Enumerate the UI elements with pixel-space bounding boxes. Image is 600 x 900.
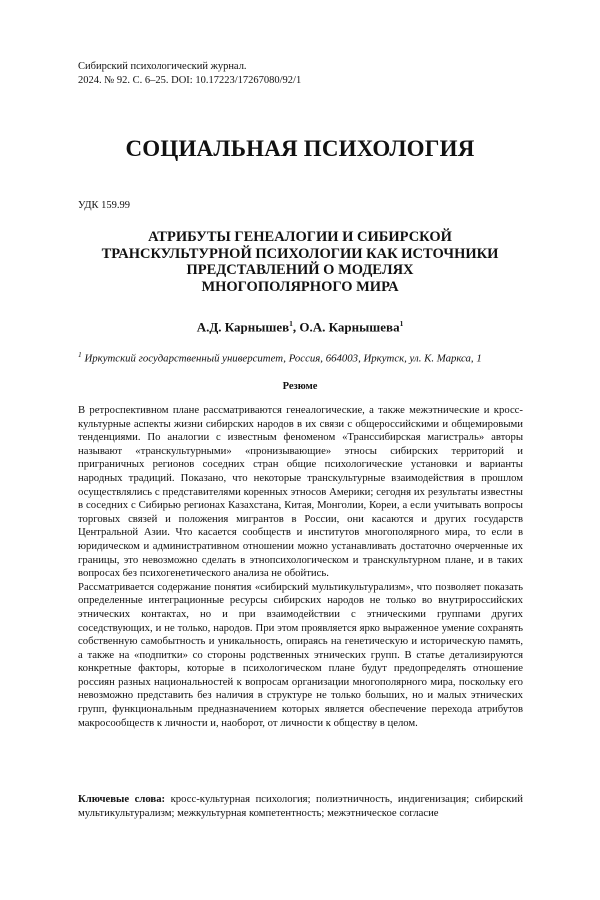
journal-name: Сибирский психологический журнал. xyxy=(78,61,247,72)
abstract-paragraph: В ретроспективном плане рассматриваются генеалогические, а также межэтнические и кросс-культурные аспекты жизни сибирских народов в их связи с общероссийскими и общемировыми тенденциями. По аналогии с известным феноменом «Транссибирская магистраль» авторы называют «транскультурными» «пронизывающие» этносы сибирских территорий и приграничных регионов соседних стран общие психологические установки и варианты народных традиций. Показано, что некоторые транскультурные взаимодействия в прошлом осуществлялись с представителями коренных этносов Америки; сегодня их результаты известны в соседних с Сибирью регионах Казахстана, Китая, Монголии, Кореи, а если учитывать вопросы торговых связей и положения мигрантов в России, они касаются и других государств Центральной Азии. Что касается сообществ и институтов многополярного мира, то если в юридическом и административном отношении можно устанавливать достаточно очерченные их границы, это невозможно сделать в этнопсихологическом и транскультурном плане, и в таких вопросах без психогенетического анализа не обойтись. xyxy=(78,404,523,580)
author-separator: , xyxy=(292,319,300,335)
affiliation xyxy=(78,350,538,365)
abstract-body xyxy=(78,404,523,730)
keywords-text: кросс-культурная психология; полиэтничность, индигенизация; сибирский мультикультурализм; межкультурная компетентность; межэтническое согласие xyxy=(78,793,523,819)
keywords-label: Ключевые слова: xyxy=(78,793,166,805)
article-title-line: ТРАНСКУЛЬТУРНОЙ ПСИХОЛОГИИ КАК ИСТОЧНИКИ xyxy=(101,245,499,262)
author-affiliation-mark: 1 xyxy=(399,319,404,328)
affiliation-text: Иркутский государственный университет, Россия, 664003, Иркутск, ул. К. Маркса, 1 xyxy=(81,352,482,365)
abstract-paragraph: Рассматривается содержание понятия «сибирский мультикультурализм», что позволяет показать определенные интеграционные ресурсы сибирских народов не только во внутрироссийских этнических контактах, но и при взаимодействии с этническими группами других соседствующих, и не только, народов. При этом проявляется ярко выраженное умение сохранять собственную самобытность и уникальность, опираясь на генетическую и историческую память, а также на «подпитки» со стороны родственных этнических групп. В статье детализируются конкретные факторы, которые в психологическом плане будут предопределять отношение россиян разных национальностей к вопросам организации многополярного мира, поскольку его невозможно представить без наличия в структуре не только больших, но и малых этнических групп, функциональным предназначением которых является обеспечение перехода атрибутов макросообществ к личности и, наоборот, от личности к обществу в целом. xyxy=(78,580,523,729)
udc-code: УДК 159.99 xyxy=(78,200,131,211)
section-title: СОЦИАЛЬНАЯ ПСИХОЛОГИЯ xyxy=(125,136,475,161)
article-title-line: МНОГОПОЛЯРНОГО МИРА xyxy=(201,278,399,295)
article-title-line: ПРЕДСТАВЛЕНИЙ О МОДЕЛЯХ xyxy=(186,262,414,278)
author-affiliation-mark: 1 xyxy=(289,319,293,328)
article-title xyxy=(60,229,540,295)
author-name: О.А. Карнышева xyxy=(299,319,400,335)
author-name: А.Д. Карнышев xyxy=(196,319,290,335)
keywords xyxy=(78,793,523,820)
affiliation-mark: 1 xyxy=(78,350,82,359)
authors xyxy=(0,319,600,335)
abstract-heading: Резюме xyxy=(282,381,318,392)
article-title-line: АТРИБУТЫ ГЕНЕАЛОГИИ И СИБИРСКОЙ xyxy=(148,229,452,245)
journal-citation xyxy=(78,60,301,88)
journal-issue-doi: 2024. № 92. С. 6–25. DOI: 10.17223/17267080/92/1 xyxy=(78,75,302,86)
